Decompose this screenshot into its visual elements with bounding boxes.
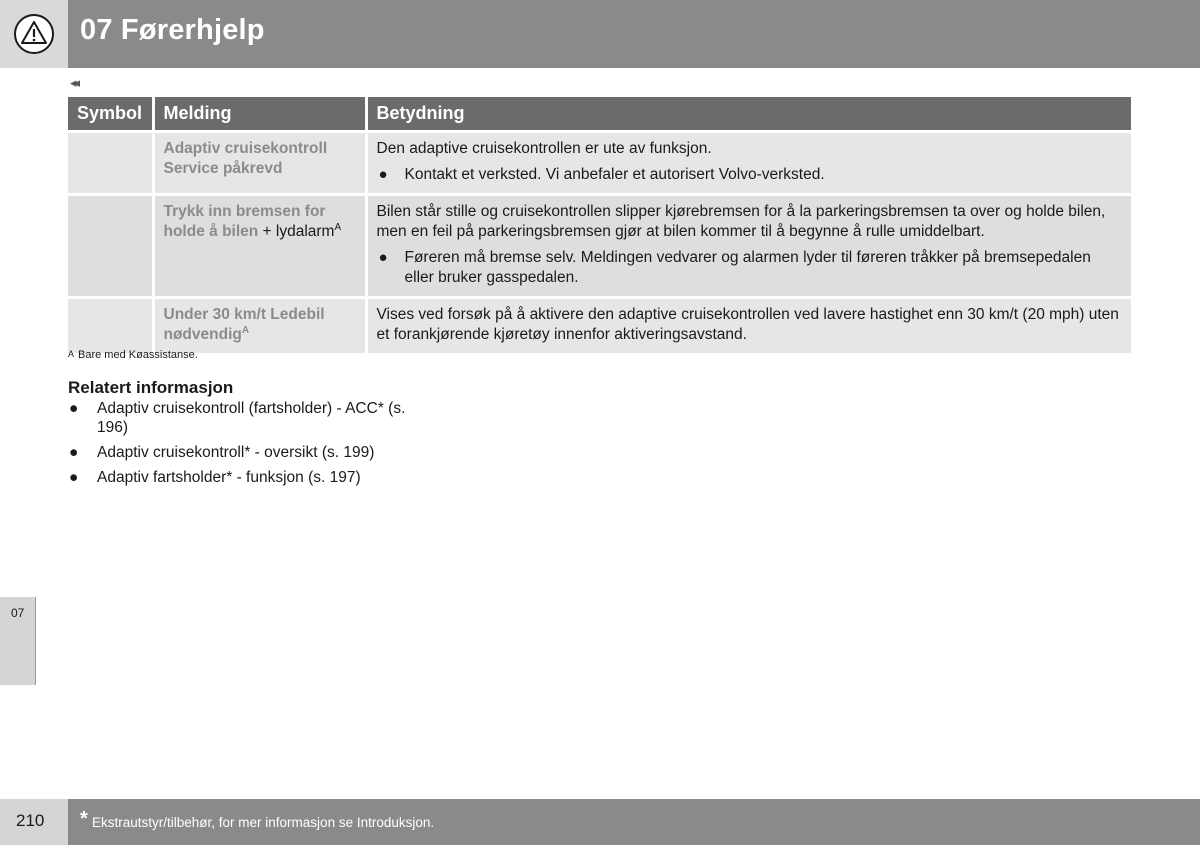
related-link[interactable]: Adaptiv cruisekontroll* - oversikt (s. 199) [97,444,375,461]
column-header-message: Melding [153,97,366,132]
symbol-cell [68,195,153,298]
message-table [68,97,1131,353]
table-header-row [68,97,1131,132]
chapter-number: 07 [11,606,25,620]
page-footer [68,799,1200,845]
table-row [68,298,1131,354]
related-item[interactable] [68,399,408,437]
table-row [68,195,1131,298]
meaning-text: Vises ved forsøk på å aktivere den adaptive cruisekontrollen ved lavere hastighet enn 30 km/t (20 mph) uten et forankjørende kjøretøy innenfor aktiveringsavstand. [376,306,1119,343]
symbol-cell [68,132,153,195]
column-header-meaning: Betydning [366,97,1131,132]
bullet-text: Føreren må bremse selv. Meldingen vedvarer og alarmen lyder til føreren tråkker på bremsepedalen eller bruker gasspedalen. [404,249,1091,286]
double-chevron-left-icon[interactable]: ◂◂ [70,75,78,90]
bullet-icon: ● [378,166,388,183]
footnote-mark: A [68,349,75,359]
asterisk-mark: * [80,808,88,830]
message-extra-text: + lydalarm [258,223,335,240]
meaning-text: Bilen står stille og cruisekontrollen slipper kjørebremsen for å la parkeringsbremsen ta over og holde bilen, men en feil på parkeringsbremsen gjør at bilen kommer til å begynne å rulle umiddelbart. [376,203,1106,240]
message-cell [153,195,366,298]
related-link[interactable]: Adaptiv fartsholder* - funksjon (s. 197) [97,469,361,486]
column-header-symbol: Symbol [68,97,153,132]
bullet-icon: ● [69,400,79,417]
chapter-title: 07 Førerhjelp [80,14,265,46]
meaning-bullet [377,165,1123,185]
related-heading: Relatert informasjon [68,378,234,397]
meaning-bullet [377,248,1123,288]
related-item[interactable] [68,468,408,487]
message-cell [153,132,366,195]
meaning-cell [366,195,1131,298]
chapter-side-tab[interactable] [0,597,36,685]
meaning-cell [366,298,1131,354]
warning-triangle-icon [13,13,55,55]
footnote-ref: A [334,221,342,233]
header-icon-box [0,0,68,68]
message-cell [153,298,366,354]
message-text: Under 30 km/t Ledebil nødvendig [163,306,325,343]
footnote-ref: A [241,324,250,336]
meaning-text: Den adaptive cruisekontrollen er ute av funksjon. [376,140,712,157]
bullet-text: Kontakt et verksted. Vi anbefaler et autorisert Volvo-verksted. [404,166,825,183]
symbol-cell [68,298,153,354]
message-text: Trykk inn bremsen for holde å bilen [163,203,326,240]
bullet-icon: ● [378,249,388,266]
message-text: Adaptiv cruisekontroll Service påkrevd [163,140,328,177]
page-number: 210 [16,811,45,830]
bullet-icon: ● [69,444,79,461]
footnote [68,349,198,361]
related-link[interactable]: Adaptiv cruisekontroll (fartsholder) - ACC* (s. 196) [97,400,406,436]
related-item[interactable] [68,443,408,462]
page-number-box [0,799,68,845]
footnote-text: Bare med Køassistanse. [78,349,198,361]
table-row [68,132,1131,195]
meaning-cell [366,132,1131,195]
bullet-icon: ● [69,469,79,486]
page-header [0,0,1200,68]
footer-note: Ekstrautstyr/tilbehør, for mer informasjon se Introduksjon. [92,815,435,830]
related-list [68,399,408,493]
